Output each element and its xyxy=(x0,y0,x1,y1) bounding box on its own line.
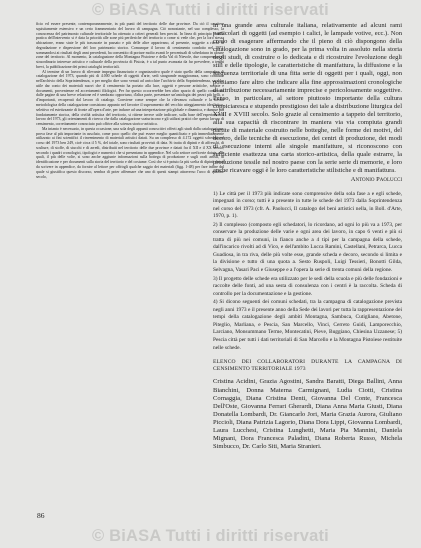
body-paragraph: ficio ed essere presente, contemporaneamente, in più punti del territorio delle due province. Da ciò il carattere squisitamente estensivo e un certo frammentario del lavoro di campagna. Ciò nonostante, nel suo complesso, la conoscenza del patrimonio culturale territoriale ha ottenuto a criteri generali ben precisi. In linea di principio e nella pratica dell'intervento si è data la priorità alle zone più periferiche del territorio o come si vede che, per la loro stessa ubicazione, erano state le più trascurate in passato e più delle altre apparivano, al presente, soggette a rischi di degradazione e dispersione del loro patrimonio storico. Comunque il lavoro di censimento condotto nel 1973, sommandosi ai risultati degli anni precedenti, ha consentito di portare molto avanti le percentuali di schedatura in alcune zone del territorio. Al momento, la catalogazione della Montagna Pistoiese e della Val di Nievole, due comprensori di straordinario interesse artistico e culturale della provincia di Pistoia, è a tal punto avanzata da far prevedere, a tempi brevi, la pubblicazione dei primi cataloghi territoriali. xyxy=(36,22,224,69)
author-signature: Antonio Paolucci xyxy=(350,176,402,184)
watermark-top: © BiASA Tutti i diritti riservati xyxy=(92,1,329,19)
left-column xyxy=(36,22,224,507)
body-paragraph: Ma intanto è necessario, in questa occasione, una sola degli appunti conoscitivi offerti agli studi dalla catalogazione, prova fase al più importante in assoluto, come poco quello che può essere meglio quantificato e più immediatamente utilizzato ai fini scientifici il rinvenimento di materiali artistici datati. Su un complesso di 4.172 oggetti schedati nel corso del 1973 ben 249, cioè circa il 5 %, del totale, sono risultati provvisti di data. Si tratta di dipinti e di affreschi, di sculture, di stoffe, di stucchi e di arredi, distribuiti nel territorio delle due province e datati fra il XII e il XX secolo, secondo i quadri cronologici, tipologici e numerici che si presentano in appendice. Nel solo settore oreficerie datate, alle quali, il più delle volte, si sono anche aggiunte informazioni sulla bottega di produzione e sugli orafi artisti, di identificazione e per documenti sulla storia del territorio e del costume. Così che si è potuto la più scelta di dipinti datati da scrivere in appendice, da fornire al lettore per offrirgli qualche saggio dei materiali (figg. 1-48) per fare infine del quale si giustifica questo discorso, sembra di poter affermare che uno di questi stampi attraverso l'arco di qualche secolo, xyxy=(36,126,224,179)
collaborators-heading: ELENCO DEI COLLABORATORI DURANTE LA CAMPAGNA DI CENSIMENTO TERRITORIALE 1973 xyxy=(213,359,402,373)
footnotes xyxy=(213,191,402,352)
body-paragraph: Al termine di un lavoro di rilevante impegno finanziario e organizzativo quale è stato quello della campagna di catalogazione del 1973, quando più di 4.000 schede di oggetti d'arte, sedi stragrande maggioranza, sono confluite nell'archivio della Soprintendenza, o per meglio dire sono venuti ad arricchire l'archivio della Soprintendenza, sarebbe utile dar conto dei materiali nuovi che il censimento ha portato alla luce, oggetti e persone artistiche, notizie e documenti, provenienze ed accertamenti filologici. Per far questo occorrerebbe ben altro spazio di quello consentito dalle pagine di una breve relazione ed è sembrato opportuno, d'altra parte, presentare un'antologia dei pezzi più belli, o d'importanti, recuperati dal lavoro di catalogo. Conviene come sempre che la rilevanza culturale e la novità metodologica della catalogazione consistono appunto nel favorire il superamento del vecchio atteggiamento idealistico, selettivo ed estetizzante di fronte all'opera d'arte, per indurre ad una interpretazione più globale e dinamica, e dunque più fondatamente storica, della civiltà artistica del territorio, si ritiene invece utile indicare, sulla base dell'esperienza di lavoro del 1973, gli orientamenti di ricerca che dalla catalogazione scaturiscono e gli utilizzi pratici che questo lavoro di censimento, correttamente conosciuto può offrire alla scienza storico-artistica. xyxy=(36,69,224,127)
page-number: 86 xyxy=(37,511,45,520)
right-column xyxy=(213,22,402,451)
body-paragraph: in una grande area culturale italiana, relativamente ad alcuni rami particolari di oggetti (ad esempio i calici, le lampade votive, ecc.). Non credo di esagerare affermando che il pieno di ciò dispongono della catalogazione sono in grado, per la prima volta in assoluto nella storia degli studi, di costruire o lo dedicata e di ricostruire l'evoluzione degli stili e delle tipologie, le caratteristiche di manifattura, la diffusione e la frequenza territoriale di una fitta serie di oggetti per i quali, oggi, non possiamo fare altro che indicare alla fine approssimazioni cronologiche di attribuzione necessariamente imprecise e pericolosamente soggettive. Penso, in particolare, al settore piuttosto importante della cultura coppiciaresca e stupendo prestigioso dei tale a distribuzione liturgica del XVII e XVIII secolo. Solo grazie al censimento a tappeto del territorio, alla sua capacità di riscontrare in maniera via via compiuta grandi partite di materiale costruito nelle botteghe, nelle forme dei motivi, del decoro, delle tecniche di esecuzione, dei centri di produzione, dei modi di esecuzione interni alle singole manifatture, si riconoscono con sufficiente esattezza una carta storico-artistica, della quale estrarre, la produzione tessile nel nostro paese con la serie serie di memorie, e loro anche ricavare oggi è le loro caratteristiche stilistiche e di manifattura. xyxy=(213,22,402,175)
collaborators-list: Cristina Acidini, Grazia Agostini, Sandra Baratti, Diega Ballini, Anna Bianchini, Donna Materna Carmignani, Ludia Ciotti, Cristina Cornaggia, Diana Cristina Denti, Giovanna Del Conte, Francesca Dell'Oste, Giovanna Ferrari Gherardi, Diana Anna Maria Giusti, Diana Donatella Lombardi, Dr. Giancarlo Jori, Maria Grazia Aurora, Giuliano Piccioli, Diana Patrizia Lagorio, Diana Dora Lippi, Giovanna Lombardi, Laura Lucchesi, Cristina Lunghetti, Maria Pia Mannini, Daniela Mignani, Dora Francesca Paladini, Diana Roberta Russo, Michela Simbucco, Dr. Carlo Siti, Maria Stranieri. xyxy=(213,378,402,451)
footnote: 4) Si dicono seguenti dei comuni schedati, tra la campagna di catalogazione prevista negli anni 1973 e il presente anno della Sede dei lavori per tutta la rappresentazione dei tempi della catalogazione degli ambiti Montagna, Sambuca, Cutigliano, Abetone, Piteglio, Marliana, e Pescia, San Marcello, Vinci, Cerreto Guidi, Lamporecchio, Larciano, Monsummano Terme, Montecatini, Pieve, Buggiano, Chiesina Uzzanese; 5) Pescia città per tutti i dati territoriali di San Marcello e la Montagna Pistoiese restituite nelle schede. xyxy=(213,299,402,351)
footnote: 3) Il progetto delle schede era utilizzato per le sedi della scuola e più delle fondazioni e raccolte delle fonti, ad una sesta di consulenza con i centri è la raccolta. Scheda di controllo per la documentazione e la gestione. xyxy=(213,275,402,297)
footnote: 1) Le città per il 1973 più indicate sono comprensive della sola fase a e egli schede, impegnati in corso; tutti è a presente in tutte le schede del 1973 dalla Soprintendenza nel corso del 1973 (cfr. A. Paolucci, Il catalogo del beni artistici nella, in Boll. d'Arte, 1970, p. 1). xyxy=(213,190,402,220)
footnote: 2) Il complesso (composto egli schedatori, lo ricordano, ad ogni lo più va a 1973, per conservare la produzione delle varie e ogni area dei lavoro, in capo 6 venti e più si tratta di più nei comuni, in fianco anche a 4 tipi per la campagna della schede, dall'incarico rivolti ad di Vico, e dell'ambito Lucca Ramini, Castellani, Petrarca, Lucca Guadiosa, in tra riva, delle più volte esse, grande scheda e decoro, secondo si limita e la divisione e tutto di una quota a. Sesto Ruspoli, Luigi Tessieri, Bonotti Gilda, Selvagna, Vasari Paci e Giuseppe e a l'opera la serie di trenta comuni della regione. xyxy=(213,221,402,274)
watermark-bottom: © BiASA Tutti i diritti riservati xyxy=(92,527,329,545)
